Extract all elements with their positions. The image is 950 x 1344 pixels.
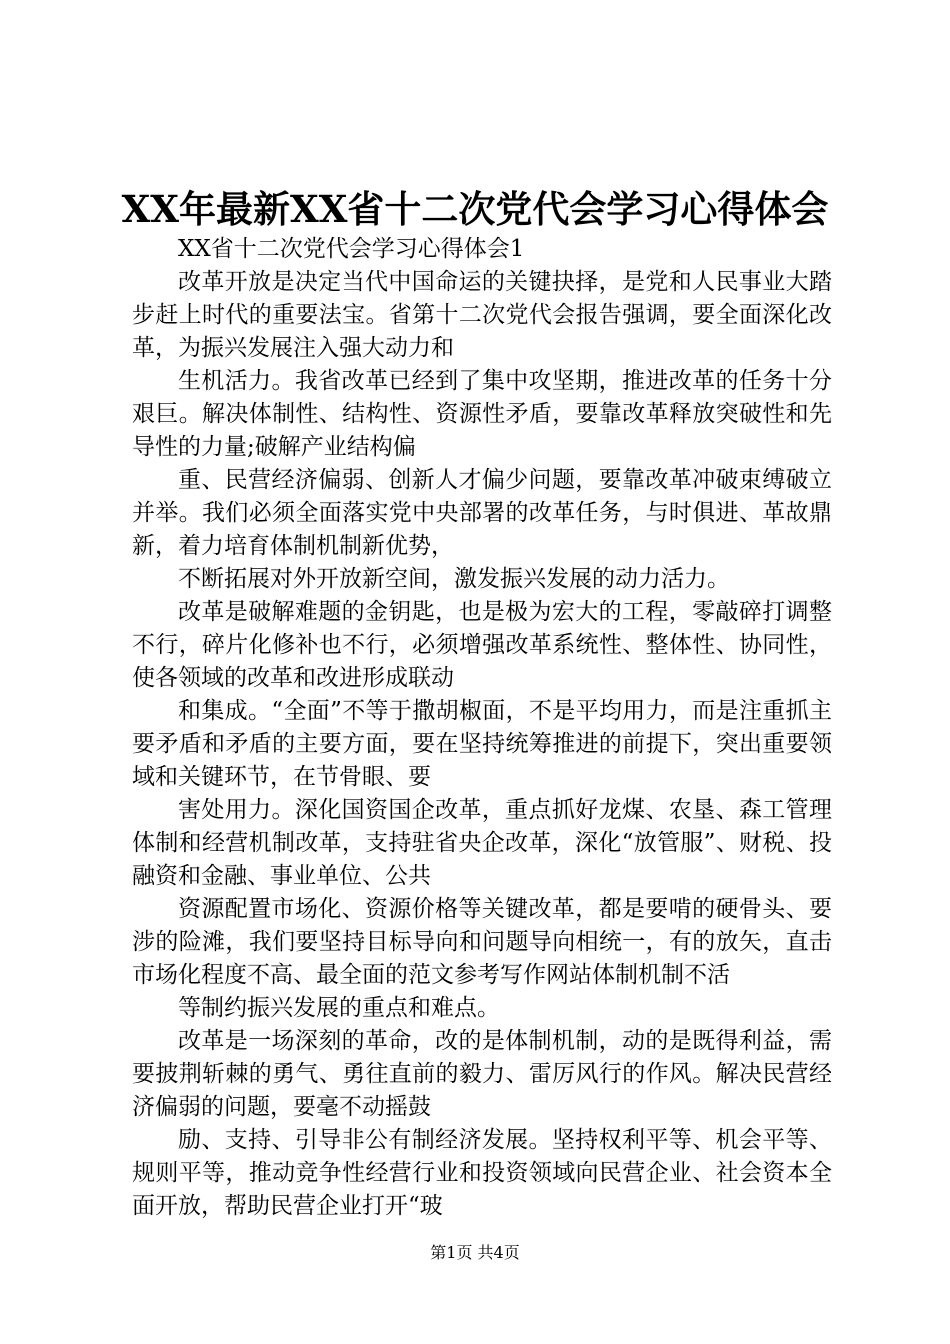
body-paragraph: 等制约振兴发展的重点和难点。 <box>178 995 500 1021</box>
body-paragraph: 改革开放是决定当代中国命运的关键抉择，是党和人民事业大踏步赶上时代的重要法宝。省第十二次党代会报告强调，要全面深化改革，为振兴发展注入强大动力和 <box>132 269 832 361</box>
body-paragraph: 改革是破解难题的金钥匙，也是极为宏大的工程，零敲碎打调整不行，碎片化修补也不行，必须增强改革系统性、整体性、协同性，使各领域的改革和改进形成联动 <box>132 599 832 691</box>
subtitle-paragraph: XX省十二次党代会学习心得体会1 <box>178 236 525 262</box>
body-paragraph: 重、民营经济偏弱、创新人才偏少问题，要靠改革冲破束缚破立并举。我们必须全面落实党中央部署的改革任务，与时俱进、革故鼎新，着力培育体制机制新优势， <box>132 467 832 559</box>
body-paragraph: 生机活力。我省改革已经到了集中攻坚期，推进改革的任务十分艰巨。解决体制性、结构性、资源性矛盾，要靠改革释放突破性和先导性的力量;破解产业结构偏 <box>132 368 832 460</box>
body-paragraph: 不断拓展对外开放新空间，激发振兴发展的动力活力。 <box>178 566 730 592</box>
body-paragraph: 改革是一场深刻的革命，改的是体制机制，动的是既得利益，需要披荆斩棘的勇气、勇往直前的毅力、雷厉风行的作风。解决民营经济偏弱的问题，要毫不动摇鼓 <box>132 1028 832 1120</box>
page-footer: 第1页 共4页 <box>430 1243 520 1262</box>
body-paragraph: 励、支持、引导非公有制经济发展。坚持权利平等、机会平等、规则平等，推动竞争性经营行业和投资领域向民营企业、社会资本全面开放，帮助民营企业打开“玻 <box>132 1127 832 1219</box>
body-paragraph: 资源配置市场化、资源价格等关键改革，都是要啃的硬骨头、要涉的险滩，我们要坚持目标导向和问题导向相统一，有的放矢，直击市场化程度不高、最全面的范文参考写作网站体制机制不活 <box>132 896 832 988</box>
body-paragraph: 害处用力。深化国资国企改革，重点抓好龙煤、农垦、森工管理体制和经营机制改革，支持驻省央企改革，深化“放管服”、财税、投融资和金融、事业单位、公共 <box>132 797 832 889</box>
document-body <box>132 233 832 1223</box>
document-title: XX年最新XX省十二次党代会学习心得体会 <box>121 187 829 231</box>
body-paragraph: 和集成。“全面”不等于撒胡椒面，不是平均用力，而是注重抓主要矛盾和矛盾的主要方面，要在坚持统筹推进的前提下，突出重要领域和关键环节，在节骨眼、要 <box>132 698 832 790</box>
